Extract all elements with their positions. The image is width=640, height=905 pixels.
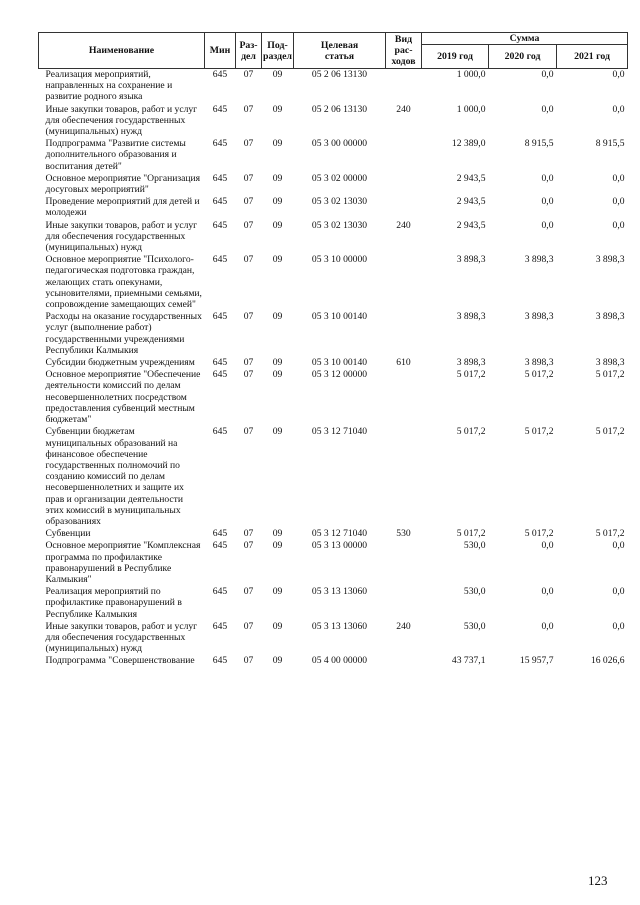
row-sum-2020: 3 898,3 <box>524 357 554 369</box>
row-razdel: 07 <box>243 311 254 323</box>
row-target: 05 3 00 00000 <box>311 138 368 150</box>
row-target: 05 3 10 00140 <box>311 311 368 323</box>
row-sum-2019: 3 898,3 <box>456 357 486 369</box>
row-razdel: 07 <box>243 196 254 208</box>
row-vid <box>386 586 422 621</box>
row-name: Основное мероприятие "Комплексная программа по профилактике правонарушений в Республике Калмыкия" <box>45 540 201 585</box>
row-min: 645 <box>212 219 228 231</box>
row-razdel: 07 <box>243 172 254 184</box>
row-sum-2019: 2 943,5 <box>456 219 486 231</box>
row-razdel: 07 <box>243 103 254 115</box>
row-sum-2021: 5 017,2 <box>595 369 625 381</box>
row-razdel: 07 <box>243 620 254 632</box>
row-sum-2021: 3 898,3 <box>595 311 625 323</box>
table-row <box>39 104 628 139</box>
table-row <box>39 357 628 369</box>
row-sum-2019: 530,0 <box>463 586 486 598</box>
row-razdel: 07 <box>243 254 254 266</box>
row-target: 05 3 02 13030 <box>311 196 368 208</box>
row-sum-2021: 0,0 <box>612 219 625 231</box>
row-podrazdel: 09 <box>272 528 283 540</box>
row-sum-2021: 5 017,2 <box>595 426 625 438</box>
row-razdel: 07 <box>243 426 254 438</box>
row-sum-2021: 0,0 <box>612 586 625 598</box>
row-target: 05 3 02 13030 <box>311 219 368 231</box>
table-row <box>39 621 628 656</box>
row-name: Субсидии бюджетным учреждениям <box>45 357 195 369</box>
row-razdel: 07 <box>243 357 254 369</box>
row-podrazdel: 09 <box>272 540 283 552</box>
row-sum-2020: 5 017,2 <box>524 426 554 438</box>
row-sum-2019: 5 017,2 <box>456 369 486 381</box>
table-row <box>39 173 628 196</box>
row-name: Реализация мероприятий, направленных на сохранение и развитие родного языка <box>45 69 173 103</box>
row-target: 05 3 13 13060 <box>311 586 368 598</box>
row-sum-2019: 1 000,0 <box>456 103 486 115</box>
row-name: Подпрограмма "Развитие системы дополнительного образования и воспитания детей" <box>45 138 186 172</box>
row-name: Основное мероприятие "Обеспечение деятельности комиссий по делам несовершеннолетних посредством предоставления субвенций местным бюджетам" <box>45 369 201 426</box>
row-vid <box>386 138 422 173</box>
row-razdel: 07 <box>243 369 254 381</box>
row-podrazdel: 09 <box>272 138 283 150</box>
row-min: 645 <box>212 586 228 598</box>
row-podrazdel: 09 <box>272 426 283 438</box>
row-podrazdel: 09 <box>272 69 283 80</box>
table-row <box>39 69 628 104</box>
row-razdel: 07 <box>243 528 254 540</box>
row-name: Основное мероприятие "Организация досуговых мероприятий" <box>45 172 201 196</box>
row-min: 645 <box>212 311 228 323</box>
table-body <box>39 69 628 668</box>
row-target: 05 3 12 71040 <box>311 426 368 438</box>
row-sum-2021: 0,0 <box>612 69 625 80</box>
row-min: 645 <box>212 528 228 540</box>
row-min: 645 <box>212 172 228 184</box>
row-name: Проведение мероприятий для детей и молодежи <box>45 196 200 219</box>
row-vid <box>386 369 422 426</box>
row-min: 645 <box>212 69 228 80</box>
table-header <box>39 33 628 69</box>
row-sum-2019: 3 898,3 <box>456 311 486 323</box>
row-podrazdel: 09 <box>272 620 283 632</box>
row-min: 645 <box>212 357 228 369</box>
row-sum-2020: 15 957,7 <box>519 655 554 667</box>
header-2019: 2019 год <box>422 45 489 69</box>
row-sum-2021: 5 017,2 <box>595 528 625 540</box>
row-name: Расходы на оказание государственных услуг (выполнение работ) государственными учреждениями Республики Калмыкия <box>45 311 202 356</box>
row-target: 05 3 10 00000 <box>311 254 368 266</box>
row-sum-2019: 12 389,0 <box>451 138 486 150</box>
row-sum-2021: 3 898,3 <box>595 357 625 369</box>
row-vid <box>386 540 422 586</box>
row-vid: 240 <box>396 103 411 115</box>
row-sum-2019: 5 017,2 <box>456 426 486 438</box>
row-target: 05 4 00 00000 <box>311 655 368 667</box>
row-sum-2020: 0,0 <box>541 196 554 208</box>
row-sum-2020: 0,0 <box>541 540 554 552</box>
row-sum-2020: 5 017,2 <box>524 369 554 381</box>
table-row <box>39 196 628 219</box>
row-min: 645 <box>212 369 228 381</box>
row-vid: 240 <box>396 219 411 231</box>
row-sum-2020: 0,0 <box>541 69 554 80</box>
row-min: 645 <box>212 254 228 266</box>
row-sum-2021: 3 898,3 <box>595 254 625 266</box>
row-sum-2021: 0,0 <box>612 103 625 115</box>
row-min: 645 <box>212 103 228 115</box>
table-row <box>39 586 628 621</box>
row-sum-2020: 3 898,3 <box>524 254 554 266</box>
row-sum-2020: 5 017,2 <box>524 528 554 540</box>
row-vid <box>386 254 422 311</box>
row-target: 05 3 13 00000 <box>311 540 368 552</box>
row-name: Иные закупки товаров, работ и услуг для обеспечения государственных (муниципальных) нужд <box>45 219 198 254</box>
row-sum-2020: 8 915,5 <box>524 138 554 150</box>
row-target: 05 3 12 00000 <box>311 369 368 381</box>
row-vid: 530 <box>396 528 411 540</box>
row-name: Иные закупки товаров, работ и услуг для обеспечения государственных (муниципальных) нужд <box>45 620 198 655</box>
row-razdel: 07 <box>243 219 254 231</box>
header-name: Наименование <box>39 33 205 69</box>
table-row <box>39 369 628 426</box>
row-target: 05 3 13 13060 <box>311 620 368 632</box>
header-sum: Сумма <box>422 33 628 45</box>
row-vid <box>386 655 422 667</box>
row-sum-2019: 2 943,5 <box>456 196 486 208</box>
row-razdel: 07 <box>243 586 254 598</box>
row-sum-2019: 3 898,3 <box>456 254 486 266</box>
row-name: Субвенции бюджетам муниципальных образований на финансовое обеспечение государственных полномочий по созданию комиссий по делам несовершеннолетних и защите их прав и организации деятельности этих комиссий в муниципальных образованиях <box>45 426 184 527</box>
row-vid: 240 <box>396 620 411 632</box>
header-target: Целевая статья <box>294 33 386 69</box>
row-sum-2020: 0,0 <box>541 172 554 184</box>
table-row <box>39 528 628 540</box>
row-sum-2020: 0,0 <box>541 103 554 115</box>
row-name: Иные закупки товаров, работ и услуг для обеспечения государственных (муниципальных) нужд <box>45 103 198 138</box>
page-number: 123 <box>588 873 608 888</box>
row-vid: 610 <box>396 357 411 369</box>
row-razdel: 07 <box>243 138 254 150</box>
row-sum-2021: 0,0 <box>612 172 625 184</box>
row-min: 645 <box>212 196 228 208</box>
row-sum-2021: 0,0 <box>612 620 625 632</box>
row-vid <box>386 69 422 104</box>
header-2021: 2021 год <box>557 45 628 69</box>
header-vid: Вид рас- ходов <box>386 33 422 69</box>
row-sum-2021: 8 915,5 <box>595 138 625 150</box>
header-min: Мин <box>205 33 236 69</box>
row-vid <box>386 196 422 219</box>
row-podrazdel: 09 <box>272 369 283 381</box>
row-sum-2020: 0,0 <box>541 219 554 231</box>
row-podrazdel: 09 <box>272 254 283 266</box>
row-min: 645 <box>212 540 228 552</box>
row-sum-2020: 3 898,3 <box>524 311 554 323</box>
row-name: Субвенции <box>45 528 91 540</box>
row-vid <box>386 426 422 528</box>
row-name: Реализация мероприятий по профилактике правонарушений в Республике Калмыкия <box>45 586 182 620</box>
row-razdel: 07 <box>243 655 254 667</box>
row-podrazdel: 09 <box>272 311 283 323</box>
row-name: Подпрограмма "Совершенствование <box>45 655 195 667</box>
header-2020: 2020 год <box>489 45 557 69</box>
row-podrazdel: 09 <box>272 219 283 231</box>
row-name: Основное мероприятие "Психолого-педагогическая подготовка граждан, желающих стать опекунами, усыновителями, приемными семьями, сопровождение замещающих семей" <box>45 254 202 311</box>
table-row <box>39 655 628 667</box>
row-min: 645 <box>212 655 228 667</box>
row-sum-2019: 43 737,1 <box>451 655 486 667</box>
row-target: 05 2 06 13130 <box>311 69 368 80</box>
row-target: 05 3 10 00140 <box>311 357 368 369</box>
row-min: 645 <box>212 620 228 632</box>
header-podrazdel: Под- раздел <box>262 33 294 69</box>
row-sum-2021: 0,0 <box>612 196 625 208</box>
table-row <box>39 540 628 586</box>
row-min: 645 <box>212 426 228 438</box>
row-sum-2021: 0,0 <box>612 540 625 552</box>
row-sum-2019: 530,0 <box>463 540 486 552</box>
row-target: 05 2 06 13130 <box>311 103 368 115</box>
row-podrazdel: 09 <box>272 196 283 208</box>
row-sum-2019: 5 017,2 <box>456 528 486 540</box>
header-razdel: Раз- дел <box>236 33 262 69</box>
row-razdel: 07 <box>243 69 254 80</box>
row-podrazdel: 09 <box>272 586 283 598</box>
row-vid <box>386 311 422 357</box>
table-row <box>39 220 628 255</box>
row-sum-2019: 1 000,0 <box>456 69 486 80</box>
row-razdel: 07 <box>243 540 254 552</box>
row-sum-2019: 530,0 <box>463 620 486 632</box>
table-row <box>39 138 628 173</box>
row-target: 05 3 02 00000 <box>311 172 368 184</box>
row-sum-2019: 2 943,5 <box>456 172 486 184</box>
row-podrazdel: 09 <box>272 103 283 115</box>
table-row <box>39 254 628 311</box>
table-row <box>39 426 628 528</box>
row-podrazdel: 09 <box>272 655 283 667</box>
table-row <box>39 311 628 357</box>
row-podrazdel: 09 <box>272 172 283 184</box>
row-target: 05 3 12 71040 <box>311 528 368 540</box>
row-podrazdel: 09 <box>272 357 283 369</box>
row-sum-2020: 0,0 <box>541 620 554 632</box>
row-min: 645 <box>212 138 228 150</box>
row-sum-2021: 16 026,6 <box>590 655 625 667</box>
row-sum-2020: 0,0 <box>541 586 554 598</box>
budget-table <box>38 32 628 668</box>
row-vid <box>386 173 422 196</box>
